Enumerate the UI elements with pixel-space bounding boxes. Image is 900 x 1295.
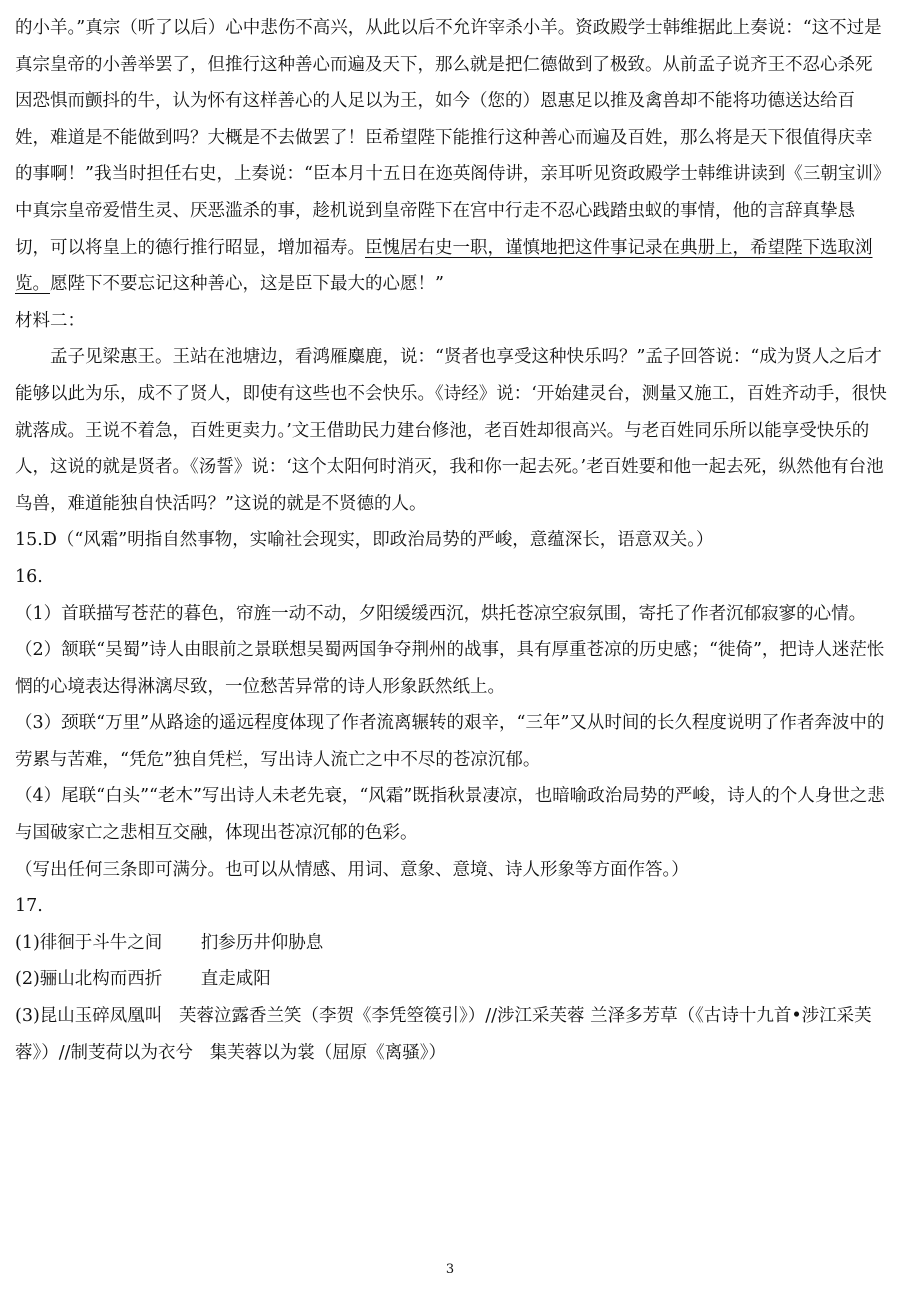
underlined-sentence: 臣愧居右史一职，谨慎地把这件事记录在典册上，希望陛下选取浏览。 — [15, 237, 873, 295]
q17-item-3-line-a: (3)昆山玉碎凤凰叫 — [15, 1006, 163, 1027]
q17-item-2 — [15, 961, 888, 998]
q17-label: 17. — [15, 896, 43, 917]
q17-item-1-line-b: 扪参历井仰胁息 — [200, 932, 324, 953]
material-two-label: 材料二： — [15, 310, 85, 331]
material-two-paragraph: 孟子见梁惠王。王站在池塘边，看鸿雁麋鹿，说：“贤者也享受这种快乐吗？”孟子回答说：“成为贤人之后才能够以此为乐，成不了贤人，即使有这些也不会快乐。《诗经》说：‘开始建灵台，测量又施工，百姓齐动手，很快就落成。王说不着急，百姓更卖力。’文王借助民力建台修池，老百姓却很高兴。与老百姓同乐所以能享受快乐的人，这说的就是贤者。《汤誓》说：‘这个太阳何时消灭，我和你一起去死。’老百姓要和他一起去死，纵然他有台池鸟兽，难道能独自快活吗？”这说的就是不贤德的人。 — [15, 347, 887, 514]
q17-item-2-line-a: (2)骊山北构而西折 — [15, 969, 163, 990]
q17-item-1 — [15, 925, 888, 962]
material-one-text: 的小羊。”真宗（听了以后）心中悲伤不高兴，从此以后不允许宰杀小羊。资政殿学士韩维据此上奏说：“这不过是真宗皇帝的小善举罢了，但推行这种善心而遍及天下，那么就是把仁德做到了极致。从前孟子说齐王不忍心杀死因恐惧而颤抖的牛，认为怀有这样善心的人足以为王，如今（您的）恩惠足以推及禽兽却不能将功德送达给百姓，难道是不能做到吗？大概是不去做罢了！臣希望陛下能推行这种善心而遍及百姓，那么将是天下很值得庆幸的事啊！”我当时担任右史，上奏说：“臣本月十五日在迩英阁侍讲，亲耳听见资政殿学士韩维讲读到《三朝宝训》中真宗皇帝爱惜生灵、厌恶滥杀的事，趁机说到皇帝陛下在宫中行走不忍心践踏虫蚁的事情，他的言辞真挚恳切，可以将皇上的德行推行昭显，增加福寿。 — [15, 18, 882, 258]
q17-item-3-line-c: 集芙蓉以为裳（屈原《离骚》） — [209, 1042, 446, 1063]
q16-item-2: （2）颔联“吴蜀”诗人由眼前之景联想吴蜀两国争夺荆州的战事，具有厚重苍凉的历史感；“徙倚”，把诗人迷茫怅惘的心境表达得淋漓尽致，一位愁苦异常的诗人形象跃然纸上。 — [15, 640, 885, 697]
material-one-closing: 愿陛下不要忘记这种善心，这是臣下最大的心愿！” — [50, 274, 444, 295]
q15-answer: 15.D（“风霜”明指自然事物，实喻社会现实，即政治局势的严峻，意蕴深长，语意双关。） — [15, 530, 714, 551]
q16-item-3: （3）颈联“万里”从路途的遥远程度体现了作者流离辗转的艰辛，“三年”又从时间的长久程度说明了作者奔波中的劳累与苦难，“凭危”独自凭栏，写出诗人流亡之中不尽的苍凉沉郁。 — [15, 713, 885, 770]
q17-item-3-line-b: 芙蓉泣露香兰笑（李贺《李凭箜篌引》）//涉江采芙蓉 兰泽多芳草（《古诗十九首•涉江采芙蓉》）//制芰荷以为衣兮 — [15, 1006, 872, 1063]
q16-label: 16. — [15, 566, 43, 587]
q17-item-2-line-b: 直走咸阳 — [200, 969, 271, 990]
q17-item-3 — [15, 998, 888, 1071]
page-number: 3 — [445, 1262, 455, 1277]
material-one-paragraph — [15, 10, 888, 303]
q16-item-1: （1）首联描写苍茫的暮色，帘旌一动不动，夕阳缓缓西沉，烘托苍凉空寂氛围，寄托了作者沉郁寂寥的心情。 — [15, 603, 867, 624]
q17-item-1-line-a: (1)徘徊于斗牛之间 — [15, 932, 163, 953]
q16-note: （写出任何三条即可满分。也可以从情感、用词、意象、意境、诗人形象等方面作答。） — [15, 859, 689, 880]
q16-item-4: （4）尾联“白头”“老木”写出诗人未老先衰，“风霜”既指秋景凄凉，也暗喻政治局势的严峻，诗人的个人身世之悲与国破家亡之悲相互交融，体现出苍凉沉郁的色彩。 — [15, 786, 885, 844]
